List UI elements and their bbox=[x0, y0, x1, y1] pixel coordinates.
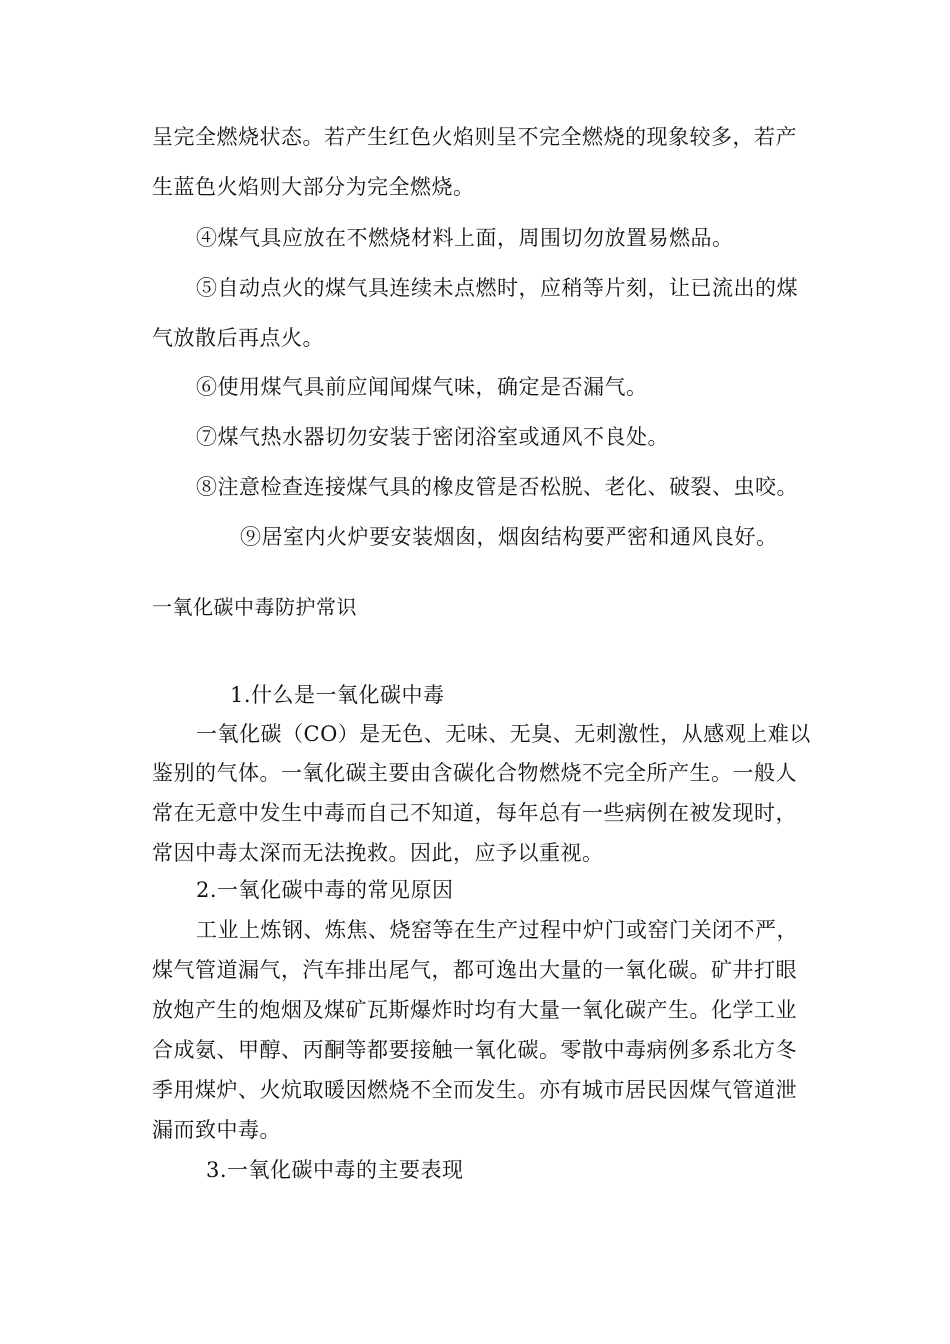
paragraph-line: 生蓝色火焰则大部分为完全燃烧。 bbox=[152, 175, 475, 199]
paragraph-line: 漏而致中毒。 bbox=[152, 1118, 281, 1142]
paragraph-line: 气放散后再点火。 bbox=[152, 326, 324, 350]
paragraph-line: 一氧化碳（CO）是无色、无味、无臭、无刺激性，从感观上难以 bbox=[196, 722, 811, 746]
paragraph-line: 鉴别的气体。一氧化碳主要由含碳化合物燃烧不完全所产生。一般人 bbox=[152, 761, 797, 785]
paragraph-line: 放炮产生的炮烟及煤矿瓦斯爆炸时均有大量一氧化碳产生。化学工业 bbox=[152, 998, 797, 1022]
paragraph-line: 煤气管道漏气，汽车排出尾气，都可逸出大量的一氧化碳。矿井打眼 bbox=[152, 958, 797, 982]
paragraph-line: 呈完全燃烧状态。若产生红色火焰则呈不完全燃烧的现象较多，若产 bbox=[152, 125, 797, 149]
paragraph-line: 季用煤炉、火炕取暖因燃烧不全而发生。亦有城市居民因煤气管道泄 bbox=[152, 1078, 797, 1102]
list-item: ④煤气具应放在不燃烧材料上面，周围切勿放置易燃品。 bbox=[196, 226, 734, 250]
paragraph-line: 工业上炼钢、炼焦、烧窑等在生产过程中炉门或窑门关闭不严， bbox=[196, 918, 798, 942]
list-item: ⑥使用煤气具前应闻闻煤气味，确定是否漏气。 bbox=[196, 375, 648, 399]
section-title: 一氧化碳中毒防护常识 bbox=[152, 595, 357, 619]
list-item: ⑧注意检查连接煤气具的橡皮管是否松脱、老化、破裂、虫咬。 bbox=[196, 475, 798, 499]
paragraph-line: 常在无意中发生中毒而自己不知道，每年总有一些病例在被发现时， bbox=[152, 801, 797, 825]
paragraph-line: 常因中毒太深而无法挽救。因此，应予以重视。 bbox=[152, 841, 604, 865]
subheading: 2.一氧化碳中毒的常见原因 bbox=[196, 878, 454, 902]
list-item: ⑨居室内火炉要安装烟囱，烟囱结构要严密和通风良好。 bbox=[240, 525, 778, 549]
subheading: 1.什么是一氧化碳中毒 bbox=[230, 683, 445, 707]
paragraph-line: 合成氨、甲醇、丙酮等都要接触一氧化碳。零散中毒病例多系北方冬 bbox=[152, 1038, 797, 1062]
list-item: ⑦煤气热水器切勿安装于密闭浴室或通风不良处。 bbox=[196, 425, 669, 449]
list-item: ⑤自动点火的煤气具连续未点燃时，应稍等片刻，让已流出的煤 bbox=[196, 276, 798, 300]
subheading: 3.一氧化碳中毒的主要表现 bbox=[206, 1158, 464, 1182]
